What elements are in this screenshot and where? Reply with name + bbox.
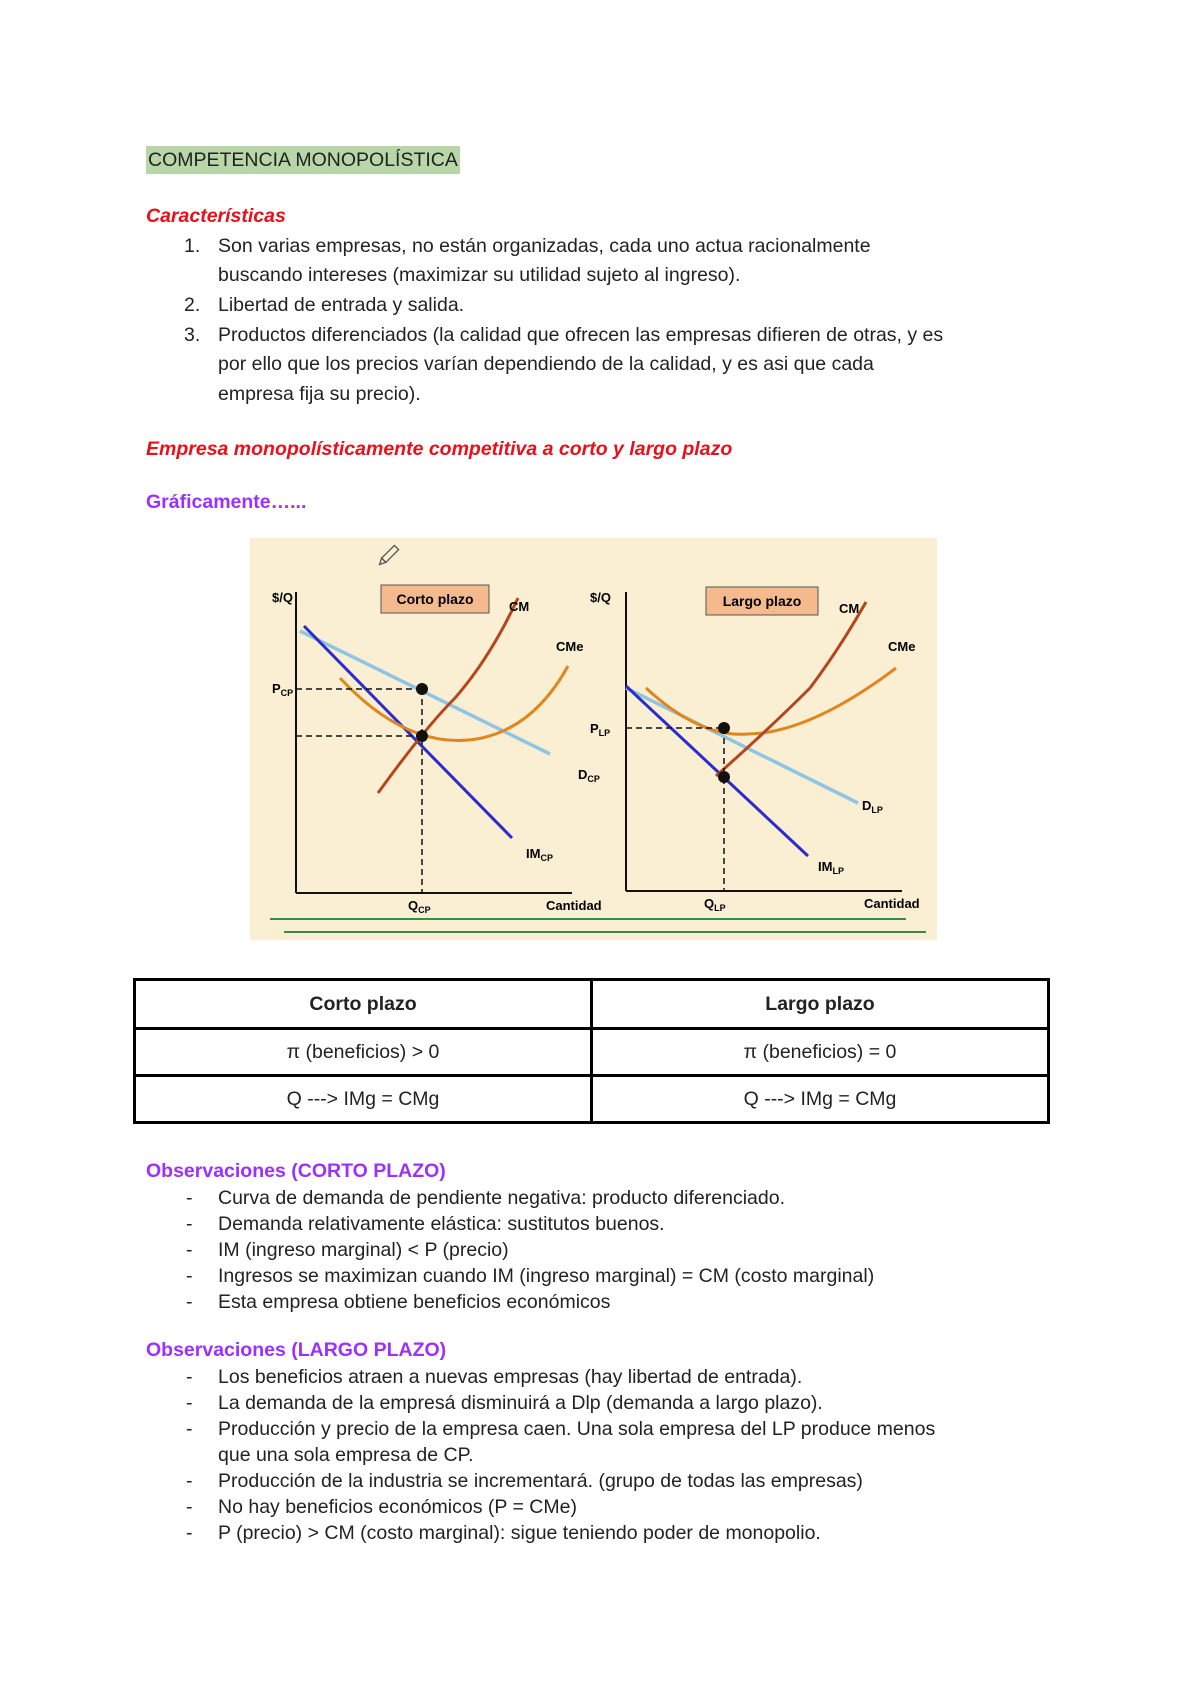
bullet-dash: - [186,1239,193,1261]
table-cell: π (beneficios) = 0 [592,1029,1049,1076]
table-cell: Q ---> IMg = CMg [592,1076,1049,1123]
bullet-dash: - [186,1496,193,1518]
list-item: P (precio) > CM (costo marginal): sigue teniendo poder de monopolio. [218,1522,821,1544]
table-cell: Q ---> IMg = CMg [135,1076,592,1123]
demand-label: $D_{CP}$ [578,767,600,784]
list-item: Producción de la industria se incrementará. (grupo de todas las empresas) [218,1470,863,1492]
obs-lp-heading: Observaciones (LARGO PLAZO) [146,1339,447,1361]
graficamente-heading: Gráficamente…... [146,491,307,513]
corto-plazo-label: Corto plazo [396,591,474,607]
bullet-dash: - [186,1265,193,1287]
list-item-line: Productos diferenciados (la calidad que ofrecen las empresas difieren de otras, y es [218,324,944,346]
list-item: La demanda de la empresá disminuirá a Dlp (demanda a largo plazo). [218,1392,823,1414]
tangency-point [718,722,730,734]
cost-point [416,730,428,742]
mr-mc-point [718,771,730,783]
table-header-row [135,980,1049,1029]
bullet-dash: - [186,1291,193,1313]
list-item-line: Libertad de entrada y salida. [218,294,465,316]
y-axis-label: $/Q [272,590,293,605]
bullet-dash: - [186,1366,193,1388]
list-item: IM (ingreso marginal) < P (precio) [218,1239,509,1261]
list-item: Los beneficios atraen a nuevas empresas (hay libertad de entrada). [218,1366,803,1388]
list-number: 2. [184,294,201,316]
list-number: 1. [184,235,201,257]
table-row [135,1076,1049,1123]
list-item: Ingresos se maximizan cuando IM (ingreso marginal) = CM (costo marginal) [218,1265,875,1287]
list-item-continuation: que una sola empresa de CP. [218,1444,474,1466]
table-cell: π (beneficios) > 0 [135,1029,592,1076]
economics-figure [250,538,937,940]
im-label: $IM_{CP}$ [526,846,553,863]
list-item-line: buscando intereses (maximizar su utilidad sujeto al ingreso). [218,264,741,286]
bullet-dash: - [186,1392,193,1414]
bullet-dash: - [186,1470,193,1492]
list-item: Demanda relativamente elástica: sustitutos buenos. [218,1213,665,1235]
list-item: Curva de demanda de pendiente negativa: producto diferenciado. [218,1187,785,1209]
price-label: $P_{CP}$ [272,681,294,698]
bullet-dash: - [186,1213,193,1235]
bullet-dash: - [186,1522,193,1544]
list-number: 3. [184,324,201,346]
page-title: COMPETENCIA MONOPOLÍSTICA [146,146,460,174]
price-label: $P_{LP}$ [590,721,611,738]
demand-point [416,683,428,695]
table-header-cell: Corto plazo [135,980,592,1029]
list-item: No hay beneficios económicos (P = CMe) [218,1496,577,1518]
largo-plazo-label: Largo plazo [722,593,802,609]
caracteristicas-heading: Características [146,205,286,227]
y-axis-label: $/Q [590,590,611,605]
cme-label: CMe [556,639,584,654]
cme-label: CMe [888,639,916,654]
quantity-label: $Q_{CP}$ [408,898,431,915]
list-item: Esta empresa obtiene beneficios económicos [218,1291,611,1313]
cm-label: CM [839,601,860,616]
obs-cp-heading: Observaciones (CORTO PLAZO) [146,1160,446,1182]
bullet-dash: - [186,1187,193,1209]
section-heading: Empresa monopolísticamente competitiva a corto y largo plazo [146,438,733,460]
list-item-line: Son varias empresas, no están organizadas, cada uno actua racionalmente [218,235,871,257]
x-axis-label: Cantidad [864,896,920,911]
list-item-line: por ello que los precios varían dependiendo de la calidad, y es asi que cada [218,353,874,375]
quantity-label: $Q_{LP}$ [704,896,726,913]
table-row [135,1029,1049,1076]
comparison-table [133,978,1050,1124]
cm-label: CM [509,599,530,614]
list-item-line: empresa fija su precio). [218,383,421,405]
x-axis-label: Cantidad [546,898,602,913]
im-label: $IM_{LP}$ [818,859,844,876]
list-item: Producción y precio de la empresa caen. Una sola empresa del LP produce menos [218,1418,936,1440]
table-header-cell: Largo plazo [592,980,1049,1029]
bullet-dash: - [186,1418,193,1440]
demand-label: $D_{LP}$ [862,798,883,815]
